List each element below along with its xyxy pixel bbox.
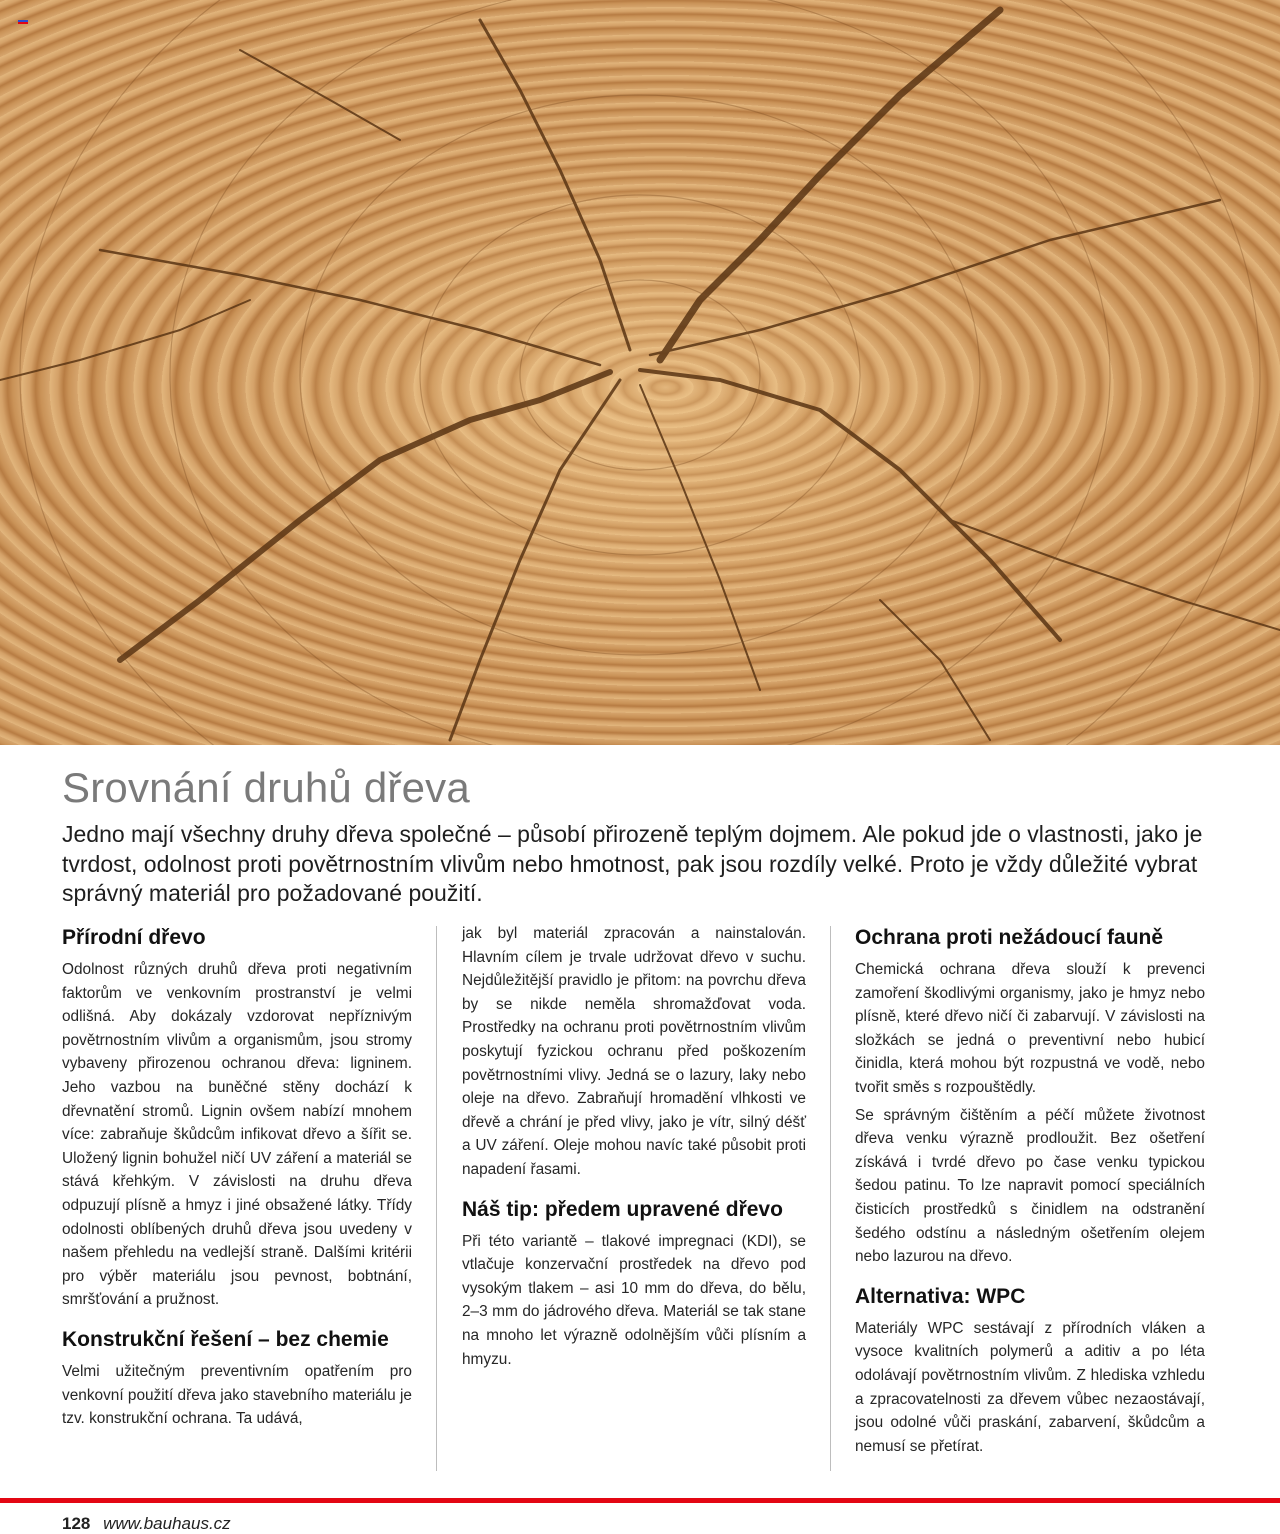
page-number: 128	[62, 1514, 91, 1533]
section-heading-fauna: Ochrana proti nežádoucí fauně	[855, 926, 1164, 949]
wood-cross-section-image	[0, 0, 1280, 745]
section-text-care: Se správným čištěním a péčí můžete životnost dřeva venku výrazně prodloužit. Bez ošetření získává i tvrdé dřevo po čase venku typickou šedou patinu. To lze napravit pomocí speciálních čisticích prostředků s činidlem na odstranění šedého odstínu a následným ošetřením olejem nebo lazurou na dřevo.	[855, 1106, 1205, 1266]
section-heading-construction: Konstrukční řešení – bez chemie	[62, 1327, 389, 1351]
column-right	[855, 924, 1205, 1458]
section-text-natural-wood: Odolnost různých druhů dřeva proti negativním faktorům ve venkovním prostranství je velmi odlišná. Aby dokázaly vzdorovat nepříznivým povětrnostním vlivům a organismům, jsou stromy vybaveny přirozenou ochranou dřeva: ligninem. Jeho vazbou na buněčné stěny dochází k dřevnatění stromů. Lignin ovšem nabízí mnohem více: zabraňuje škůdcům infikovat dřevo a šířit se. Uložený lignin bohužel ničí UV záření a materiál se stává křehkým. V závislosti na druhu dřeva odpuzují plísně a hmyz i jiné obsažené látky. Třídy odolnosti oblíbených druhů dřeva jsou uvedeny v našem přehledu na vedlejší straně. Dalšími kritérii pro výběr materiálu jsou pevnost, bobtnání, smršťování a pružnost.	[62, 961, 412, 1309]
section-heading-tip: Náš tip: předem upravené dřevo	[462, 1197, 783, 1221]
corner-mark	[18, 20, 28, 24]
section-text-wpc: Materiály WPC sestávají z přírodních vláken a vysoce kvalitních polymerů a aditiv a po léta odolávají povětrnostním vlivům. Z hlediska vzhledu a zpracovatelnosti za dřevem vůbec nezaostávají, jsou odolné vůči praskání, zabarvení, škůdcům a nemusí se přetírat.	[855, 1319, 1205, 1455]
column-divider	[436, 926, 437, 1471]
footer-accent-bar	[0, 1498, 1280, 1503]
page-title: Srovnání druhů dřeva	[62, 764, 470, 811]
wood-cracks	[0, 0, 1280, 745]
section-text-construction: Velmi užitečným preventivním opatřením pro venkovní použití dřeva jako stavebního materiálu je tzv. konstrukční ochrana. Ta udává,	[62, 1362, 412, 1428]
section-text-fauna: Chemická ochrana dřeva slouží k prevenci zamoření škodlivými organismy, jako je hmyz nebo plísně, které dřevo ničí či zabarvují. V závislosti na složkách se jedná o preventivní nebo hubicí činidla, která mohou být rozpustná ve vodě, nebo tvořit směs s rozpouštědly.	[855, 961, 1205, 1096]
column-divider	[830, 926, 831, 1471]
page-footer	[62, 1514, 231, 1534]
intro-paragraph: Jedno mají všechny druhy dřeva společné – působí přirozeně teplým dojmem. Ale pokud jde o vlastnosti, jako je tvrdost, odolnost proti povětrnostním vlivům nebo hmotnost, pak jsou rozdíly velké. Proto je vždy důležité vybrat správný materiál pro požadované použití.	[62, 821, 1203, 906]
column-left	[62, 924, 412, 1431]
section-text-continued: jak byl materiál zpracován a nainstalován. Hlavním cílem je trvale udržovat dřevo v suchu. Nejdůležitější pravidlo je přitom: na povrchu dřeva by se nikde neměla shromažďovat voda. Prostředky na ochranu proti povětrnostním vlivům poskytují fyzickou ochranu před poškozením povětrnostními vlivy. Jedná se o lazury, laky nebo oleje na dřevo. Zabraňují hromadění vlhkosti ve dřevě a chrání je před vlivy, jako je vítr, silný déšť a UV záření. Oleje mohou navíc také působit proti napadení řasami.	[462, 925, 806, 1178]
footer-url[interactable]: www.bauhaus.cz	[103, 1514, 231, 1533]
column-middle	[462, 922, 806, 1371]
section-heading-wpc: Alternativa: WPC	[855, 1284, 1026, 1308]
section-text-tip: Při této variantě – tlakové impregnaci (KDI), se vtlačuje konzervační prostředek na dřevo pod vysokým tlakem – asi 10 mm do dřeva, do bělu, 2–3 mm do jádrového dřeva. Materiál se tak stane na mnoho let výrazně odolnějším vůči plísním a hmyzu.	[462, 1232, 806, 1368]
section-heading-natural-wood: Přírodní dřevo	[62, 926, 206, 949]
